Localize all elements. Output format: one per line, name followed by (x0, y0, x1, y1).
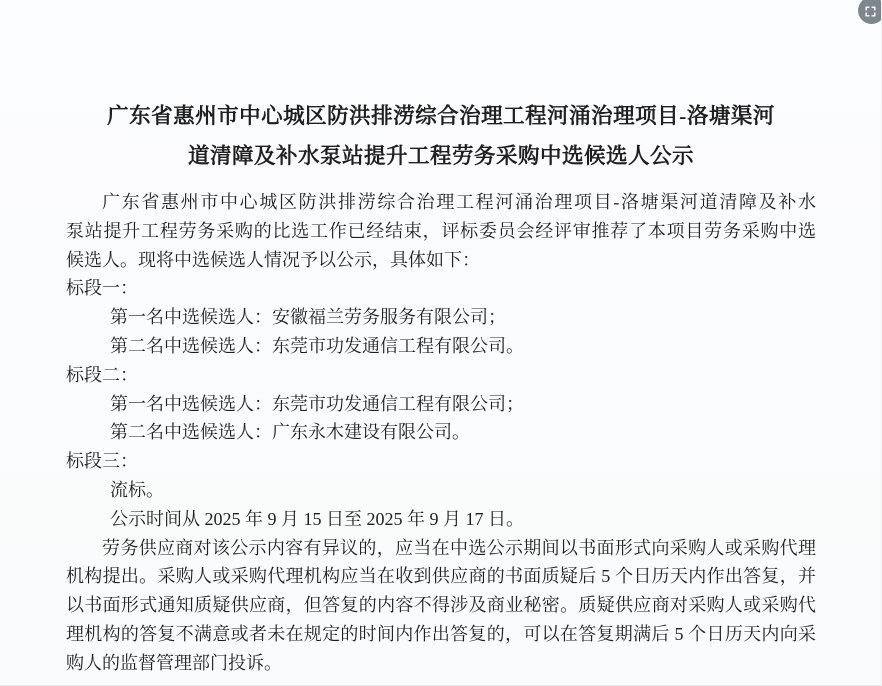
expand-icon (864, 3, 879, 18)
paragraph-line: 机构提出。采购人或采购代理机构应当在收到供应商的书面质疑后 5 个日历天内作出答复，并 (66, 566, 816, 587)
candidate-line: 第二名中选候选人：广东永木建设有限公司。 (110, 422, 470, 443)
section-label: 标段二： (66, 364, 138, 385)
paragraph-line: 理机构的答复不满意或者未在规定的时间内作出答复的，可以在答复期满后 5 个日历天内向采 (66, 623, 816, 644)
paragraph-line: 购人的监督管理部门投诉。 (66, 652, 282, 673)
section-1 (66, 274, 816, 360)
paragraph-line: 以书面形式通知质疑供应商，但答复的内容不得涉及商业秘密。质疑供应商对采购人或采购代 (66, 595, 816, 616)
candidate-line: 第二名中选候选人：东莞市功发通信工程有限公司。 (110, 335, 524, 356)
paragraph-line: 广东省惠州市中心城区防洪排涝综合治理工程河涌治理项目-洛塘渠河道清障及补水 (102, 192, 816, 212)
publicity-period-line: 公示时间从 2025 年 9 月 15 日至 2025 年 9 月 17 日。 (110, 508, 524, 529)
document-body (66, 96, 816, 678)
expand-button[interactable] (858, 0, 882, 24)
paragraph-line: 泵站提升工程劳务采购的比选工作已经结束，评标委员会经评审推荐了本项目劳务采购中选 (66, 220, 816, 241)
section-label: 标段三： (66, 451, 138, 472)
intro-paragraph (66, 188, 816, 274)
candidate-line: 第一名中选候选人：安徽福兰劳务服务有限公司； (110, 307, 506, 328)
title-line: 广东省惠州市中心城区防洪排涝综合治理工程河涌治理项目-洛塘渠河 (107, 104, 775, 128)
title-line: 道清障及补水泵站提升工程劳务采购中选候选人公示 (187, 144, 694, 168)
paragraph-line: 候选人。现将中选候选人情况予以公示，具体如下： (66, 249, 480, 270)
section-3 (66, 447, 816, 505)
candidate-line: 流标。 (110, 479, 164, 500)
objection-paragraph (66, 534, 816, 678)
section-2 (66, 361, 816, 447)
document-title (66, 96, 816, 176)
candidate-line: 第一名中选候选人：东莞市功发通信工程有限公司； (110, 393, 524, 414)
section-label: 标段一： (66, 278, 138, 299)
paragraph-line: 劳务供应商对该公示内容有异议的，应当在中选公示期间以书面形式向采购人或采购代理 (102, 537, 816, 558)
